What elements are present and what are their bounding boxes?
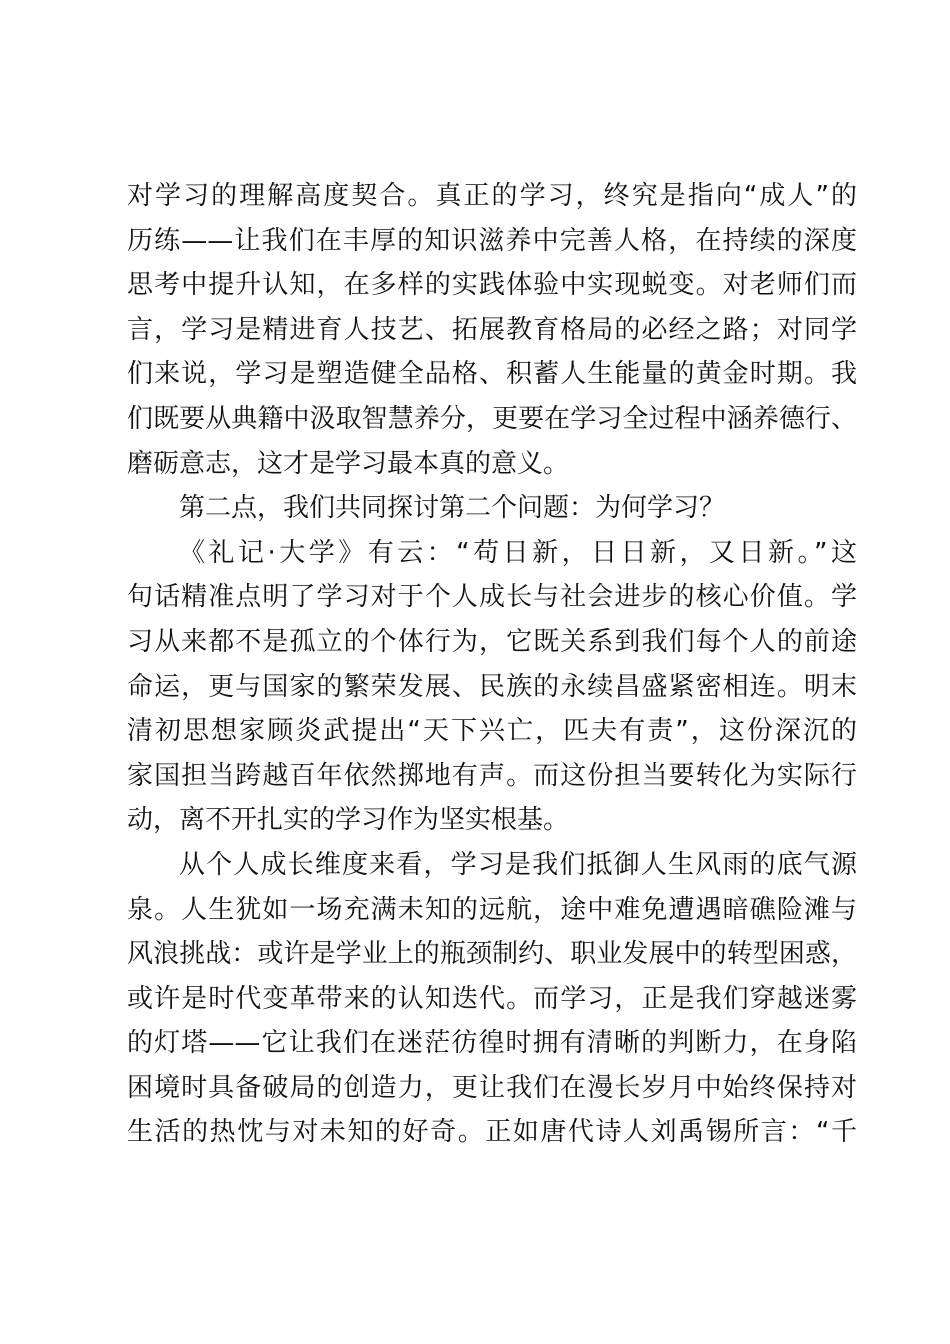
text-line: 对学习的理解高度契合。真正的学习，终究是指向“成人”的 xyxy=(127,181,857,211)
text-line: 磨砺意志，这才是学习最本真的意义。 xyxy=(127,448,570,479)
text-line: 第二点，我们共同探讨第二个问题：为何学习？ xyxy=(179,493,726,524)
text-line: 们既要从典籍中汲取智慧养分，更要在学习全过程中涵养德行、 xyxy=(127,403,857,434)
text-line: 们来说，学习是塑造健全品格、积蓄人生能量的黄金时期。我 xyxy=(127,359,857,390)
text-line: 历练——让我们在丰厚的知识滋养中完善人格，在持续的深度 xyxy=(127,225,857,256)
text-line: 习从来都不是孤立的个体行为，它既关系到我们每个人的前途 xyxy=(127,626,857,657)
text-line: 清初思想家顾炎武提出“天下兴亡，匹夫有责”，这份深沉的 xyxy=(127,716,857,747)
text-line: 或许是时代变革带来的认知迭代。而学习，正是我们穿越迷雾 xyxy=(127,983,857,1014)
paragraph-1 xyxy=(127,174,857,486)
body-text xyxy=(127,174,857,1155)
text-line: 思考中提升认知，在多样的实践体验中实现蜕变。对老师们而 xyxy=(127,270,857,301)
text-line: 家国担当跨越百年依然掷地有声。而这份担当要转化为实际行 xyxy=(127,760,857,791)
text-line: 风浪挑战：或许是学业上的瓶颈制约、职业发展中的转型困惑， xyxy=(127,939,857,970)
text-line: 《礼记·大学》有云：“苟日新，日日新，又日新。”这 xyxy=(179,537,857,568)
text-line: 句话精准点明了学习对于个人成长与社会进步的核心价值。学 xyxy=(127,582,857,613)
text-line: 困境时具备破局的创造力，更让我们在漫长岁月中始终保持对 xyxy=(127,1072,857,1103)
text-line: 命运，更与国家的繁荣发展、民族的永续昌盛紧密相连。明末 xyxy=(127,671,857,702)
text-line: 的灯塔——它让我们在迷茫彷徨时拥有清晰的判断力，在身陷 xyxy=(127,1028,857,1059)
paragraph-2 xyxy=(127,486,857,531)
paragraph-3 xyxy=(127,531,857,843)
text-line: 从个人成长维度来看，学习是我们抵御人生风雨的底气源 xyxy=(179,849,857,880)
text-line: 生活的热忱与对未知的好奇。正如唐代诗人刘禹锡所言：“千 xyxy=(127,1117,857,1148)
text-line: 动，离不开扎实的学习作为坚实根基。 xyxy=(127,805,570,836)
text-line: 泉。人生犹如一场充满未知的远航，途中难免遭遇暗礁险滩与 xyxy=(127,894,857,925)
paragraph-4 xyxy=(127,843,857,1155)
text-line: 言，学习是精进育人技艺、拓展教育格局的必经之路；对同学 xyxy=(127,314,857,345)
